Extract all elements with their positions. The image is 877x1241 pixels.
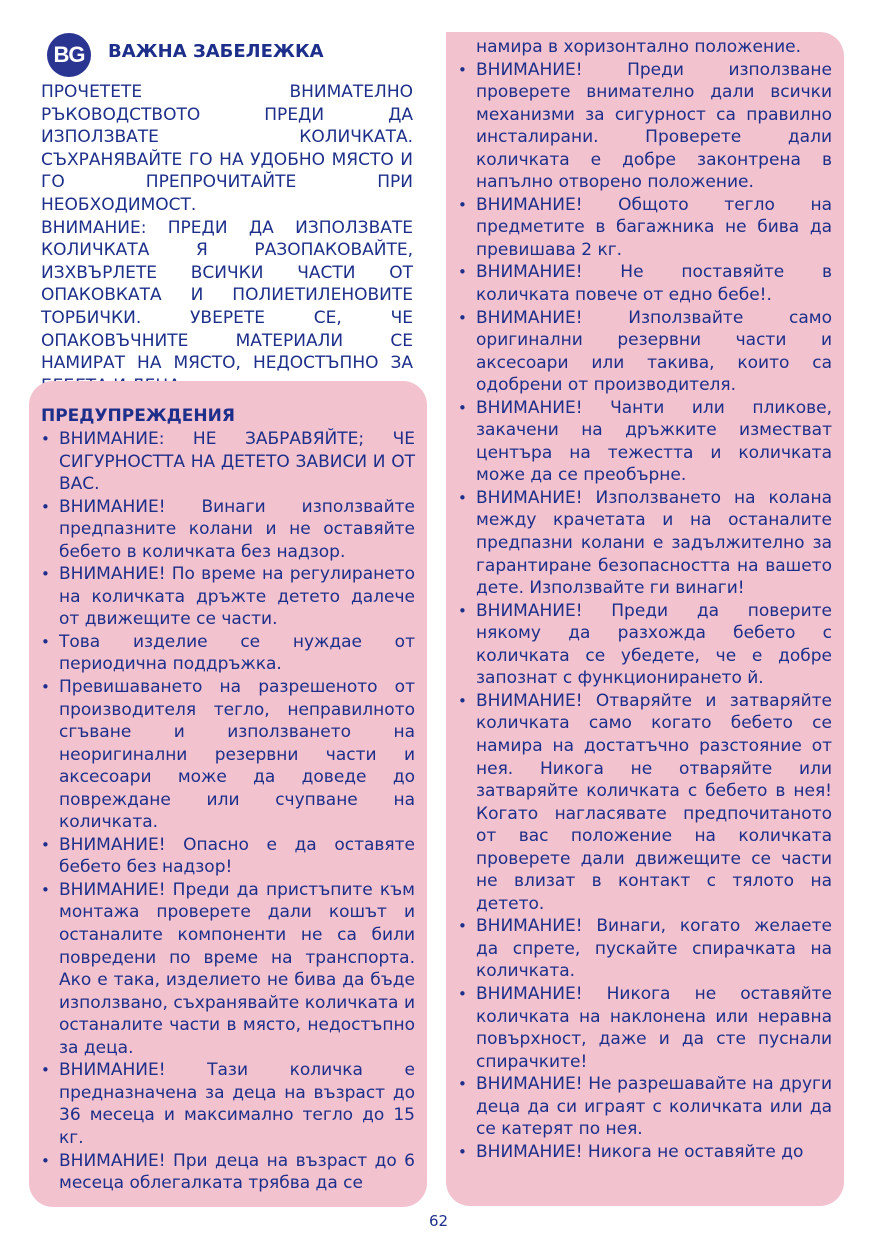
list-item: • Превишаването на разрешеното от производителя тегло, неправилното сгъване и използването на неоригинални резервни части и аксесоари може да доведе до повреждане или счупване на количката.	[41, 676, 415, 834]
list-item: • ВНИМАНИЕ! Преди използване проверете внимателно дали всички механизми за сигурност са правилно инсталирани. Проверете дали количката е добре законтрена в напълно отворено положение.	[458, 59, 832, 194]
warnings-panel-left	[29, 381, 427, 1207]
intro-paragraph-2: ВНИМАНИЕ: ПРЕДИ ДА ИЗПОЛЗВАТЕ КОЛИЧКАТА Я РАЗОПАКОВАЙТЕ, ИЗХВЪРЛЕТЕ ВСИЧКИ ЧАСТИ ОТ ОПАКОВКАТА И ПОЛИЕТИЛЕНОВИТЕ ТОРБИЧКИ. УВЕРЕТЕ СЕ, ЧЕ ОПАКОВЪЧНИТЕ МАТЕРИАЛИ СЕ НАМИРАТ НА МЯСТО, НЕДОСТЪПНО ЗА	[41, 217, 413, 374]
intro-paragraph-1: ПРОЧЕТЕТЕ ВНИМАТЕЛНО РЪКОВОДСТВОТО ПРЕДИ ДА ИЗПОЛЗВАТЕ КОЛИЧКАТА. СЪХРАНЯВАЙТЕ ГО НА УДОБНО МЯСТО И ГО ПРЕПРОЧИТАЙТЕ ПРИ НЕОБХОДИМОСТ.	[41, 82, 413, 215]
list-item: • ВНИМАНИЕ! Не разрешавайте на други деца да си играят с количката или да се катерят по нея.	[458, 1073, 832, 1141]
list-item: • ВНИМАНИЕ! По време на регулирането на количката дръжте детето далече от движещите се части.	[41, 563, 415, 631]
list-item: • ВНИМАНИЕ! Чанти или пликове, закачени на дръжките изместват центъра на тежестта и количката може да се преобърне.	[458, 397, 832, 487]
warnings-list-right	[458, 36, 832, 1163]
list-item: • ВНИМАНИЕ! Винаги използвайте предпазните колани и не оставяйте бебето в количката без надзор.	[41, 496, 415, 564]
list-item: • ВНИМАНИЕ! Общото тегло на предметите в багажника не бива да превишава 2 кг.	[458, 194, 832, 262]
list-item: • ВНИМАНИЕ! Тази количка е предназначена за деца на възраст до 36 месеца и максимално тегло до 15 кг.	[41, 1059, 415, 1149]
language-badge: BG	[47, 33, 91, 77]
list-item: • ВНИМАНИЕ! При деца на възраст до 6 месеца облегалката трябва да се	[41, 1150, 415, 1195]
list-item: • ВНИМАНИЕ! Опасно е да оставяте бебето без надзор!	[41, 834, 415, 879]
list-item: • ВНИМАНИЕ! Преди да пристъпите към монтажа проверете дали кошът и останалите компоненти не са били повредени по време на транспорта. Ако е така, изделието не бива да бъде използвано, съхранявайте количката и останалите части в място, недостъпно за деца.	[41, 879, 415, 1059]
page-number: 62	[428, 1212, 449, 1230]
list-item: • ВНИМАНИЕ! Не поставяйте в количката повече от едно бебе!.	[458, 261, 832, 306]
warnings-list-left	[41, 428, 415, 1195]
list-item: • ВНИМАНИЕ! Винаги, когато желаете да спрете, пускайте спирачката на количката.	[458, 915, 832, 983]
warnings-title: ПРЕДУПРЕЖДЕНИЯ	[41, 406, 235, 426]
list-item: • ВНИМАНИЕ! Отваряйте и затваряйте количката само когато бебето се намира на достатъчно разстояние от нея. Никога не отваряйте или затваряйте количката с бебето в нея! Когато нагласявате предпочитаното от вас положение на количката проверете дали движещите се части не влизат в контакт с тялото на детето.	[458, 690, 832, 915]
list-item: • ВНИМАНИЕ: НЕ ЗАБРАВЯЙТЕ; ЧЕ СИГУРНОСТТА НА ДЕТЕТО ЗАВИСИ И ОТ ВАС.	[41, 428, 415, 496]
list-item: • ВНИМАНИЕ! Преди да поверите някому да разхожда бебето с количката се убедете, че е добре запознат с функционирането й.	[458, 600, 832, 690]
intro-text	[41, 81, 413, 397]
warnings-panel-right	[446, 32, 844, 1206]
list-item: • ВНИМАНИЕ! Използвайте само оригинални резервни части и аксесоари или такива, които са одобрени от производителя.	[458, 307, 832, 397]
list-item: • Това изделие се нуждае от периодична поддръжка.	[41, 631, 415, 676]
section-heading: ВАЖНА ЗАБЕЛЕЖКА	[108, 41, 324, 62]
list-item: • ВНИМАНИЕ! Използването на колана между крачетата и на останалите предпазни колани е задължително за гарантиране безопасността на вашето дете. Използвайте ги винаги!	[458, 487, 832, 600]
list-item-continuation: намира в хоризонтално положение.	[476, 37, 801, 57]
list-item: • ВНИМАНИЕ! Никога не оставяйте количката на наклонена или неравна повърхност, даже и да сте пуснали спирачките!	[458, 983, 832, 1073]
list-item: • ВНИМАНИЕ! Никога не оставяйте до	[458, 1141, 832, 1164]
